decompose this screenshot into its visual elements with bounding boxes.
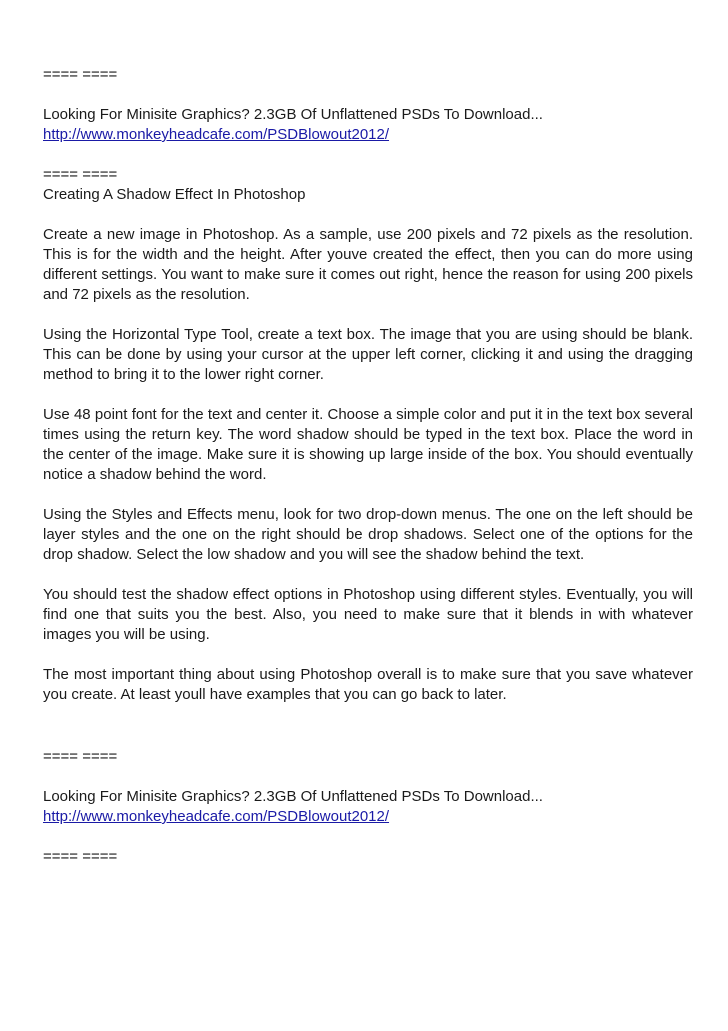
spacer	[43, 85, 693, 105]
spacer	[43, 725, 693, 747]
article-paragraph-2: Using the Horizontal Type Tool, create a text box. The image that you are using should be blank. This can be done by using your cursor at the upper left corner, clicking it and using the dragging method to bring it to the lower right corner.	[43, 326, 693, 383]
spacer	[43, 205, 693, 225]
document-page	[43, 65, 693, 867]
footer-promo-link-line	[43, 807, 693, 827]
spacer	[43, 827, 693, 847]
spacer	[43, 145, 693, 165]
header-promo-link[interactable]: http://www.monkeyheadcafe.com/PSDBlowout2012/	[43, 126, 390, 143]
spacer	[43, 767, 693, 787]
header-separator-bottom: ==== ====	[43, 166, 118, 183]
footer-promo-text: Looking For Minisite Graphics? 2.3GB Of Unflattened PSDs To Download...	[43, 788, 543, 805]
header-promo-link-line	[43, 125, 693, 145]
footer-separator-top: ==== ====	[43, 748, 118, 765]
article-paragraph-5: You should test the shadow effect options in Photoshop using different styles. Eventually, you will find one that suits you the best. Also, you need to make sure that it blends in with whatever images you will be using.	[43, 586, 693, 643]
footer-separator-bottom: ==== ====	[43, 848, 118, 865]
footer-promo-link[interactable]: http://www.monkeyheadcafe.com/PSDBlowout2012/	[43, 808, 390, 825]
article-paragraph-3: Use 48 point font for the text and center it. Choose a simple color and put it in the text box several times using the return key. The word shadow should be typed in the text box. Place the word in the center of the image. Make sure it is showing up large inside of the box. You should eventually notice a shadow behind the word.	[43, 406, 693, 483]
article-paragraph-4: Using the Styles and Effects menu, look for two drop-down menus. The one on the left should be layer styles and the one on the right should be drop shadows. Select one of the options for the drop shadow. Select the low shadow and you will see the shadow behind the text.	[43, 506, 693, 563]
article-paragraph-1: Create a new image in Photoshop. As a sample, use 200 pixels and 72 pixels as the resolution. This is for the width and the height. After youve created the effect, then you can do more using different settings. You want to make sure it comes out right, hence the reason for using 200 pixels and 72 pixels as the resolution.	[43, 226, 693, 303]
article-title: Creating A Shadow Effect In Photoshop	[43, 186, 306, 203]
article-paragraph-6: The most important thing about using Photoshop overall is to make sure that you save whatever you create. At least youll have examples that you can go back to later.	[43, 666, 693, 703]
header-separator-top: ==== ====	[43, 66, 118, 83]
header-promo-text: Looking For Minisite Graphics? 2.3GB Of Unflattened PSDs To Download...	[43, 106, 543, 123]
